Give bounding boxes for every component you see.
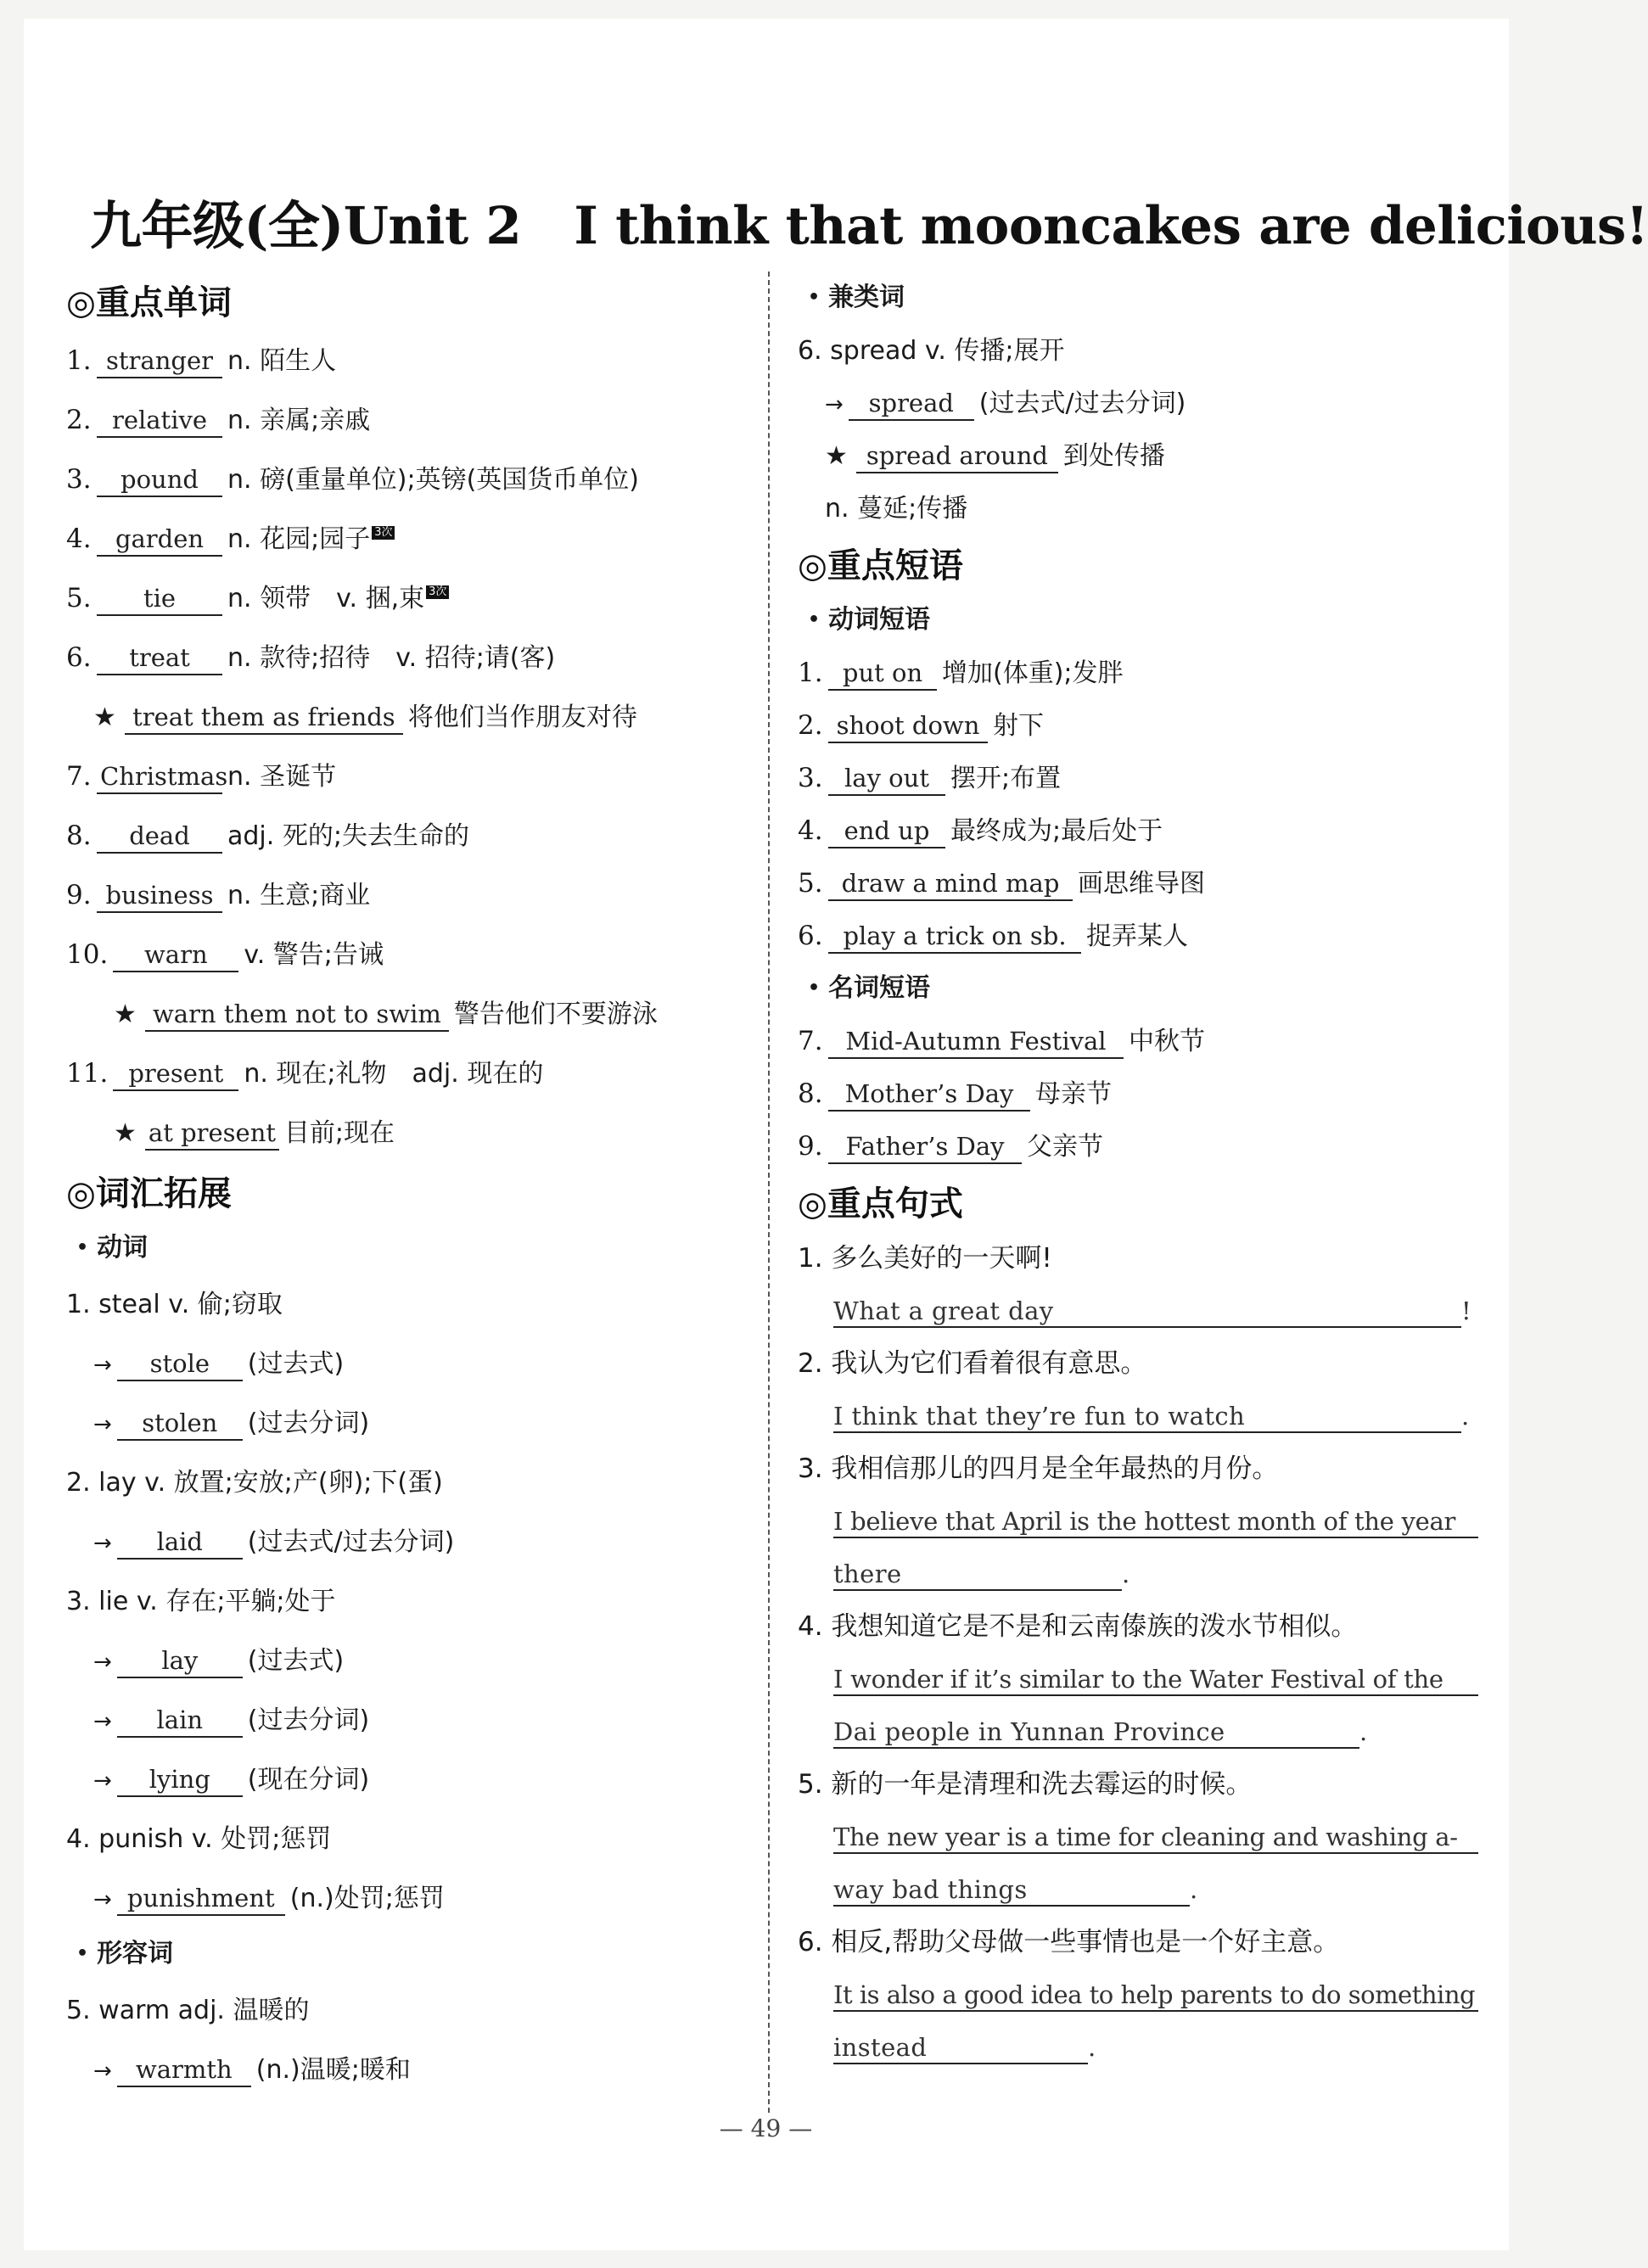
arrow-icon: → [93, 1887, 112, 1912]
word-spread-past: → spread (过去式/过去分词) [798, 377, 1485, 429]
phrase-row: 1. put on 增加(体重);发胖 [798, 647, 1485, 699]
answer-blank: at present [145, 1117, 279, 1151]
arrow-icon: → [93, 1649, 112, 1675]
answer-blank: lay out [828, 762, 945, 796]
page-title [85, 185, 1648, 259]
word-spread-noun: n. 蔓延;传播 [825, 494, 968, 524]
answer-blank: warmth [117, 2053, 251, 2087]
arrow-icon: → [93, 2058, 112, 2084]
sentence-6-en-line2: instead . [798, 2021, 1485, 2074]
subheading-verbs: • 动词 [76, 1233, 149, 1263]
verb-lie-past: → lay (过去式) [66, 1631, 745, 1690]
answer-blank: Christmas [97, 760, 222, 794]
word-row-6: 6. treat n. 款待;招待 v. 招待;请(客) [66, 628, 745, 687]
verb-steal-past: → stole (过去式) [66, 1334, 745, 1393]
frequency-badge: 3次 [426, 585, 449, 599]
verb-punish: 4. punish v. 处罚;惩罚 [66, 1824, 332, 1854]
answer-blank: lain [117, 1704, 243, 1738]
star-row-11: ★ at present 目前;现在 [66, 1103, 745, 1162]
sentence-4-cn: 4. 我想知道它是不是和云南傣族的泼水节相似。 [798, 1611, 1358, 1642]
answer-blank: draw a mind map [828, 867, 1073, 901]
star-icon: ★ [114, 1000, 137, 1029]
star-icon: ★ [114, 1118, 137, 1148]
sentence-3-en-line2: there . [798, 1548, 1485, 1600]
word-row-4: 4. garden n. 花园;园子 3次 [66, 509, 745, 568]
answer-blank: Mid-Autumn Festival [828, 1025, 1124, 1059]
answer-blank: spread [849, 387, 974, 421]
subheading-verb-phrases: • 动词短语 [808, 605, 931, 635]
answer-blank: punishment [117, 1882, 285, 1916]
sentence-5-cn: 5. 新的一年是清理和洗去霉运的时候。 [798, 1769, 1253, 1800]
phrase-row: 4. end up 最终成为;最后处于 [798, 804, 1485, 857]
answer-blank: pound [97, 463, 222, 497]
section-key-phrases: ◎重点短语 [798, 546, 963, 585]
sentence-4-en-line2: Dai people in Yunnan Province . [798, 1705, 1485, 1758]
word-row-9: 9. business n. 生意;商业 [66, 865, 745, 925]
answer-blank: warn [113, 938, 238, 972]
adj-warm: 5. warm adj. 温暖的 [66, 1996, 310, 2025]
verb-lie-pp: → lain (过去分词) [66, 1690, 745, 1750]
page-number: — 49 — [719, 2114, 813, 2142]
word-row-5: 5. tie n. 领带 v. 捆,束 3次 [66, 568, 745, 628]
section-vocab-expansion: ◎词汇拓展 [66, 1174, 232, 1213]
answer-blank: treat [97, 641, 222, 675]
subheading-adjectives: • 形容词 [76, 1939, 174, 1968]
answer-blank: Father’s Day [828, 1130, 1022, 1164]
title-grade: 九年级(全)Unit 2 [90, 196, 522, 256]
subheading-noun-phrases: • 名词短语 [808, 973, 931, 1003]
sentence-1-en: What a great day ! [798, 1285, 1485, 1337]
verb-lay: 2. lay v. 放置;安放;产(卵);下(蛋) [66, 1468, 443, 1498]
arrow-icon: → [825, 392, 844, 417]
answer-blank: warn them not to swim [145, 998, 449, 1032]
sentence-4-en-line1: I wonder if it’s similar to the Water Festival of the [798, 1653, 1485, 1705]
star-row-10: ★ warn them not to swim 警告他们不要游泳 [66, 984, 745, 1044]
word-row-11: 11. present n. 现在;礼物 adj. 现在的 [66, 1044, 745, 1103]
answer-blank: stranger [97, 344, 222, 378]
answer-blank: relative [97, 404, 222, 438]
phrase-row: 8. Mother’s Day 母亲节 [798, 1067, 1485, 1120]
sentence-6-en-line1: It is also a good idea to help parents to do something [798, 1968, 1485, 2021]
phrase-row: 7. Mid-Autumn Festival 中秋节 [798, 1015, 1485, 1067]
answer-blank: garden [97, 523, 222, 557]
sentence-2-en: I think that they’re fun to watch . [798, 1390, 1485, 1442]
section-key-words: ◎重点单词 [66, 283, 232, 322]
answer-blank: lay [117, 1644, 243, 1678]
answer-blank: stole [117, 1347, 243, 1381]
word-row-8: 8. dead adj. 死的;失去生命的 [66, 806, 745, 865]
frequency-badge: 3次 [372, 526, 395, 540]
answer-blank: tie [97, 582, 222, 616]
word-row-2: 2. relative n. 亲属;亲戚 [66, 390, 745, 450]
answer-blank: treat them as friends [125, 701, 403, 735]
word-spread-around: ★ spread around 到处传播 [798, 429, 1485, 482]
answer-blank: shoot down [828, 709, 988, 743]
answer-blank: present [113, 1057, 238, 1091]
answer-blank: put on [828, 657, 937, 691]
sentence-3-en-line1: I believe that April is the hottest month of the year [798, 1495, 1485, 1548]
word-row-7: 7. Christmasn. 圣诞节 [66, 747, 745, 806]
star-icon: ★ [825, 441, 848, 471]
phrase-row: 2. shoot down 射下 [798, 699, 1485, 752]
star-row-6: ★ treat them as friends 将他们当作朋友对待 [66, 687, 745, 747]
sentence-6-cn: 6. 相反,帮助父母做一些事情也是一个好主意。 [798, 1927, 1340, 1957]
word-row-3: 3. pound n. 磅(重量单位);英镑(英国货币单位) [66, 450, 745, 509]
answer-blank: dead [97, 820, 222, 854]
word-spread: 6. spread v. 传播;展开 [798, 336, 1065, 366]
verb-steal: 1. steal v. 偷;窃取 [66, 1290, 283, 1319]
answer-blank: business [97, 879, 222, 913]
sentence-3-cn: 3. 我相信那儿的四月是全年最热的月份。 [798, 1453, 1279, 1484]
word-row-1: 1. stranger n. 陌生人 [66, 331, 745, 390]
section-key-sentences: ◎重点句式 [798, 1184, 963, 1224]
subheading-multi-class: • 兼类词 [808, 283, 905, 312]
answer-blank: spread around [856, 440, 1058, 473]
verb-lay-past: → laid (过去式/过去分词) [66, 1512, 745, 1571]
answer-blank: end up [828, 815, 945, 848]
right-column [798, 272, 1485, 2074]
arrow-icon: → [93, 1352, 112, 1378]
sentence-5-en-line2: way bad things . [798, 1863, 1485, 1916]
verb-steal-pp: → stolen (过去分词) [66, 1393, 745, 1453]
column-divider [768, 272, 770, 2113]
sentence-5-en-line1: The new year is a time for cleaning and washing a- [798, 1811, 1485, 1863]
arrow-icon: → [93, 1709, 112, 1734]
phrase-row: 3. lay out 摆开;布置 [798, 752, 1485, 804]
sentence-2-cn: 2. 我认为它们看着很有意思。 [798, 1348, 1147, 1379]
arrow-icon: → [93, 1531, 112, 1556]
verb-lie-ing: → lying (现在分词) [66, 1750, 745, 1809]
answer-blank: laid [117, 1526, 243, 1560]
answer-blank: play a trick on sb. [828, 920, 1081, 954]
answer-blank: Mother’s Day [828, 1078, 1030, 1112]
adj-warm-noun: → warmth (n.)温暖;暖和 [66, 2040, 745, 2099]
arrow-icon: → [93, 1768, 112, 1794]
star-icon: ★ [93, 703, 116, 732]
verb-punish-noun: → punishment (n.)处罚;惩罚 [66, 1868, 745, 1928]
arrow-icon: → [93, 1412, 112, 1437]
verb-lie: 3. lie v. 存在;平躺;处于 [66, 1587, 336, 1616]
answer-blank: lying [117, 1763, 243, 1797]
word-row-10: 10. warn v. 警告;告诫 [66, 925, 745, 984]
sentence-1-cn: 1. 多么美好的一天啊! [798, 1243, 1052, 1274]
phrase-row: 5. draw a mind map 画思维导图 [798, 857, 1485, 910]
left-column [66, 272, 745, 2099]
phrase-row: 6. play a trick on sb. 捉弄某人 [798, 910, 1485, 962]
title-sentence: I think that mooncakes are delicious! [574, 196, 1648, 256]
phrase-row: 9. Father’s Day 父亲节 [798, 1120, 1485, 1173]
answer-blank: stolen [117, 1407, 243, 1441]
